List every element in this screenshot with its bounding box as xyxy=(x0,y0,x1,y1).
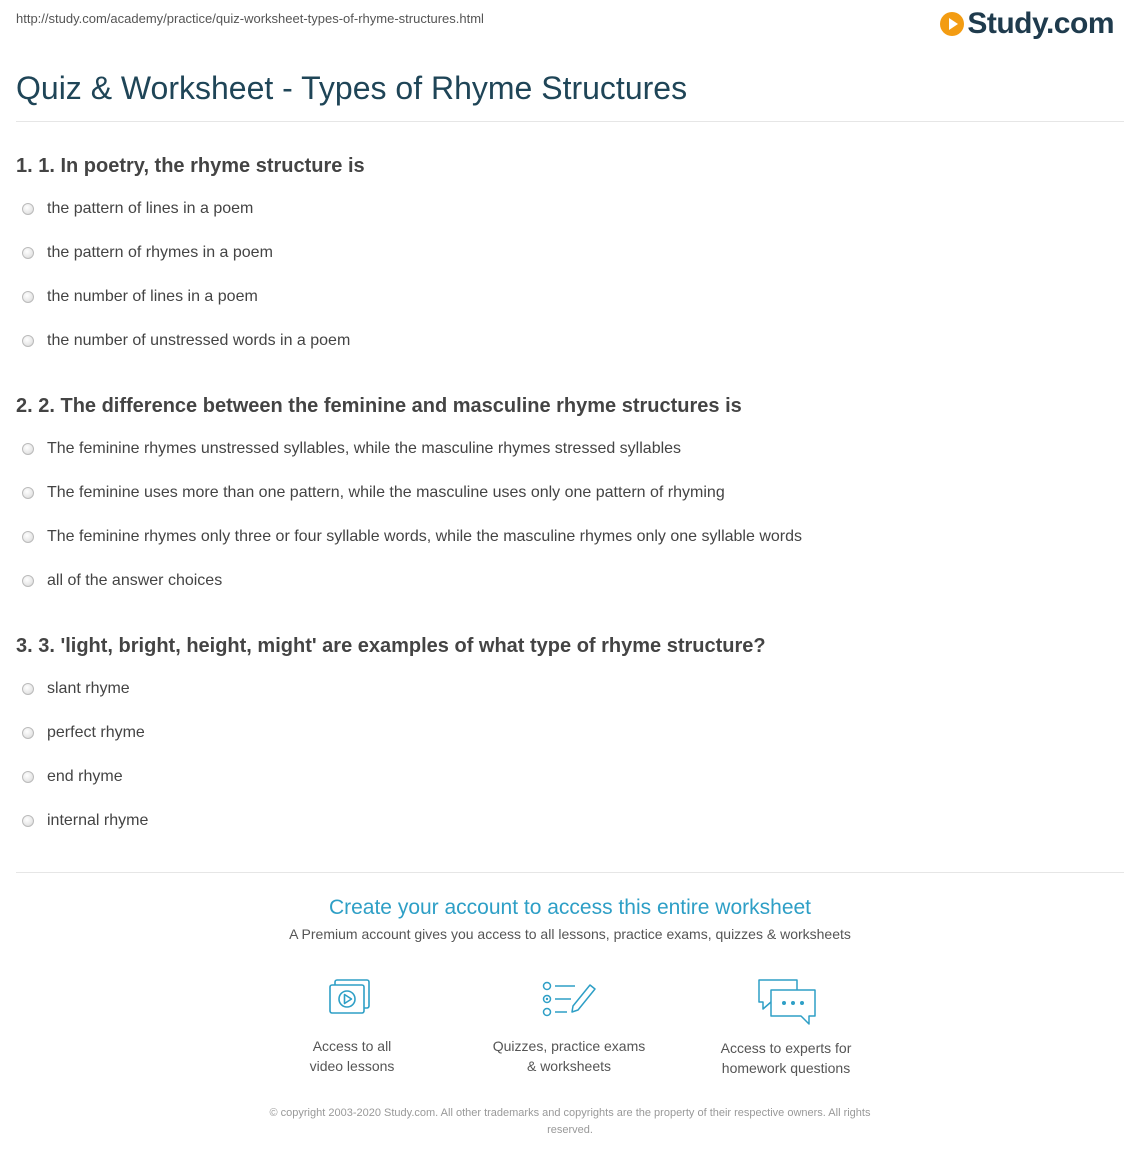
logo-suffix: .com xyxy=(1045,7,1114,40)
radio-button[interactable] xyxy=(22,815,34,827)
play-logo-icon xyxy=(940,12,964,36)
answer-option[interactable] xyxy=(22,440,681,458)
option-label: The feminine rhymes unstressed syllables, while the masculine rhymes stressed syllables xyxy=(47,440,682,457)
question-3: 3. 3. 'light, bright, height, might' are examples of what type of rhyme structure? xyxy=(16,635,766,657)
feature-label-line2: video lessons xyxy=(309,1058,395,1074)
cta-subtitle: A Premium account gives you access to all lessons, practice exams, quizzes & worksheets xyxy=(289,926,851,942)
radio-button[interactable] xyxy=(22,247,34,259)
feature-video-lessons xyxy=(252,976,452,1076)
answer-option[interactable] xyxy=(22,244,273,262)
video-lessons-icon xyxy=(322,976,382,1026)
radio-button[interactable] xyxy=(22,727,34,739)
option-label: end rhyme xyxy=(47,768,123,785)
footer-line2: reserved. xyxy=(547,1124,593,1136)
cta-title-link[interactable]: Create your account to access this entire worksheet xyxy=(328,896,812,919)
radio-button[interactable] xyxy=(22,335,34,347)
footer-line1: © copyright 2003-2020 Study.com. All other trademarks and copyrights are the property of their respective owners. All rights xyxy=(269,1107,871,1119)
radio-button[interactable] xyxy=(22,575,34,587)
feature-label-line1: Access to experts for xyxy=(720,1040,852,1056)
answer-option[interactable] xyxy=(22,680,130,698)
option-label: internal rhyme xyxy=(47,812,149,829)
answer-option[interactable] xyxy=(22,724,145,742)
option-label: the pattern of rhymes in a poem xyxy=(47,244,273,261)
page-title: Quiz & Worksheet - Types of Rhyme Structures xyxy=(16,70,688,106)
answer-option[interactable] xyxy=(22,572,222,590)
radio-button[interactable] xyxy=(22,683,34,695)
question-2: 2. 2. The difference between the feminine and masculine rhyme structures is xyxy=(16,395,742,417)
feature-label-line2: & worksheets xyxy=(526,1058,612,1074)
page-url: http://study.com/academy/practice/quiz-worksheet-types-of-rhyme-structures.html xyxy=(16,11,484,26)
radio-button[interactable] xyxy=(22,203,34,215)
option-label: the pattern of lines in a poem xyxy=(47,200,254,217)
radio-button[interactable] xyxy=(22,531,34,543)
chat-bubbles-icon xyxy=(753,976,819,1028)
study-logo[interactable] xyxy=(940,6,1114,42)
feature-label-line1: Quizzes, practice exams xyxy=(492,1038,646,1054)
answer-option[interactable] xyxy=(22,484,725,502)
radio-button[interactable] xyxy=(22,443,34,455)
section-divider xyxy=(16,872,1124,873)
answer-option[interactable] xyxy=(22,200,253,218)
logo-text: Study xyxy=(967,7,1046,40)
option-label: slant rhyme xyxy=(47,680,130,697)
radio-button[interactable] xyxy=(22,291,34,303)
answer-option[interactable] xyxy=(22,288,258,306)
option-label: The feminine uses more than one pattern, while the masculine uses only one pattern of rhyming xyxy=(47,484,725,501)
option-label: the number of unstressed words in a poem xyxy=(47,332,351,349)
option-label: perfect rhyme xyxy=(47,724,145,741)
option-label: all of the answer choices xyxy=(47,572,223,589)
option-label: The feminine rhymes only three or four syllable words, while the masculine rhymes only one syllable words xyxy=(47,528,802,545)
copyright-footer xyxy=(210,1105,930,1139)
feature-label-line1: Access to all xyxy=(312,1038,392,1054)
feature-experts xyxy=(686,976,886,1078)
answer-option[interactable] xyxy=(22,812,148,830)
answer-option[interactable] xyxy=(22,528,802,546)
answer-option[interactable] xyxy=(22,332,350,350)
option-label: the number of lines in a poem xyxy=(47,288,258,305)
title-divider xyxy=(16,121,1124,122)
answer-option[interactable] xyxy=(22,768,123,786)
feature-quizzes xyxy=(469,976,669,1076)
radio-button[interactable] xyxy=(22,487,34,499)
question-1: 1. 1. In poetry, the rhyme structure is xyxy=(16,155,365,177)
radio-button[interactable] xyxy=(22,771,34,783)
feature-label-line2: homework questions xyxy=(721,1060,851,1076)
quiz-list-icon xyxy=(539,976,599,1026)
